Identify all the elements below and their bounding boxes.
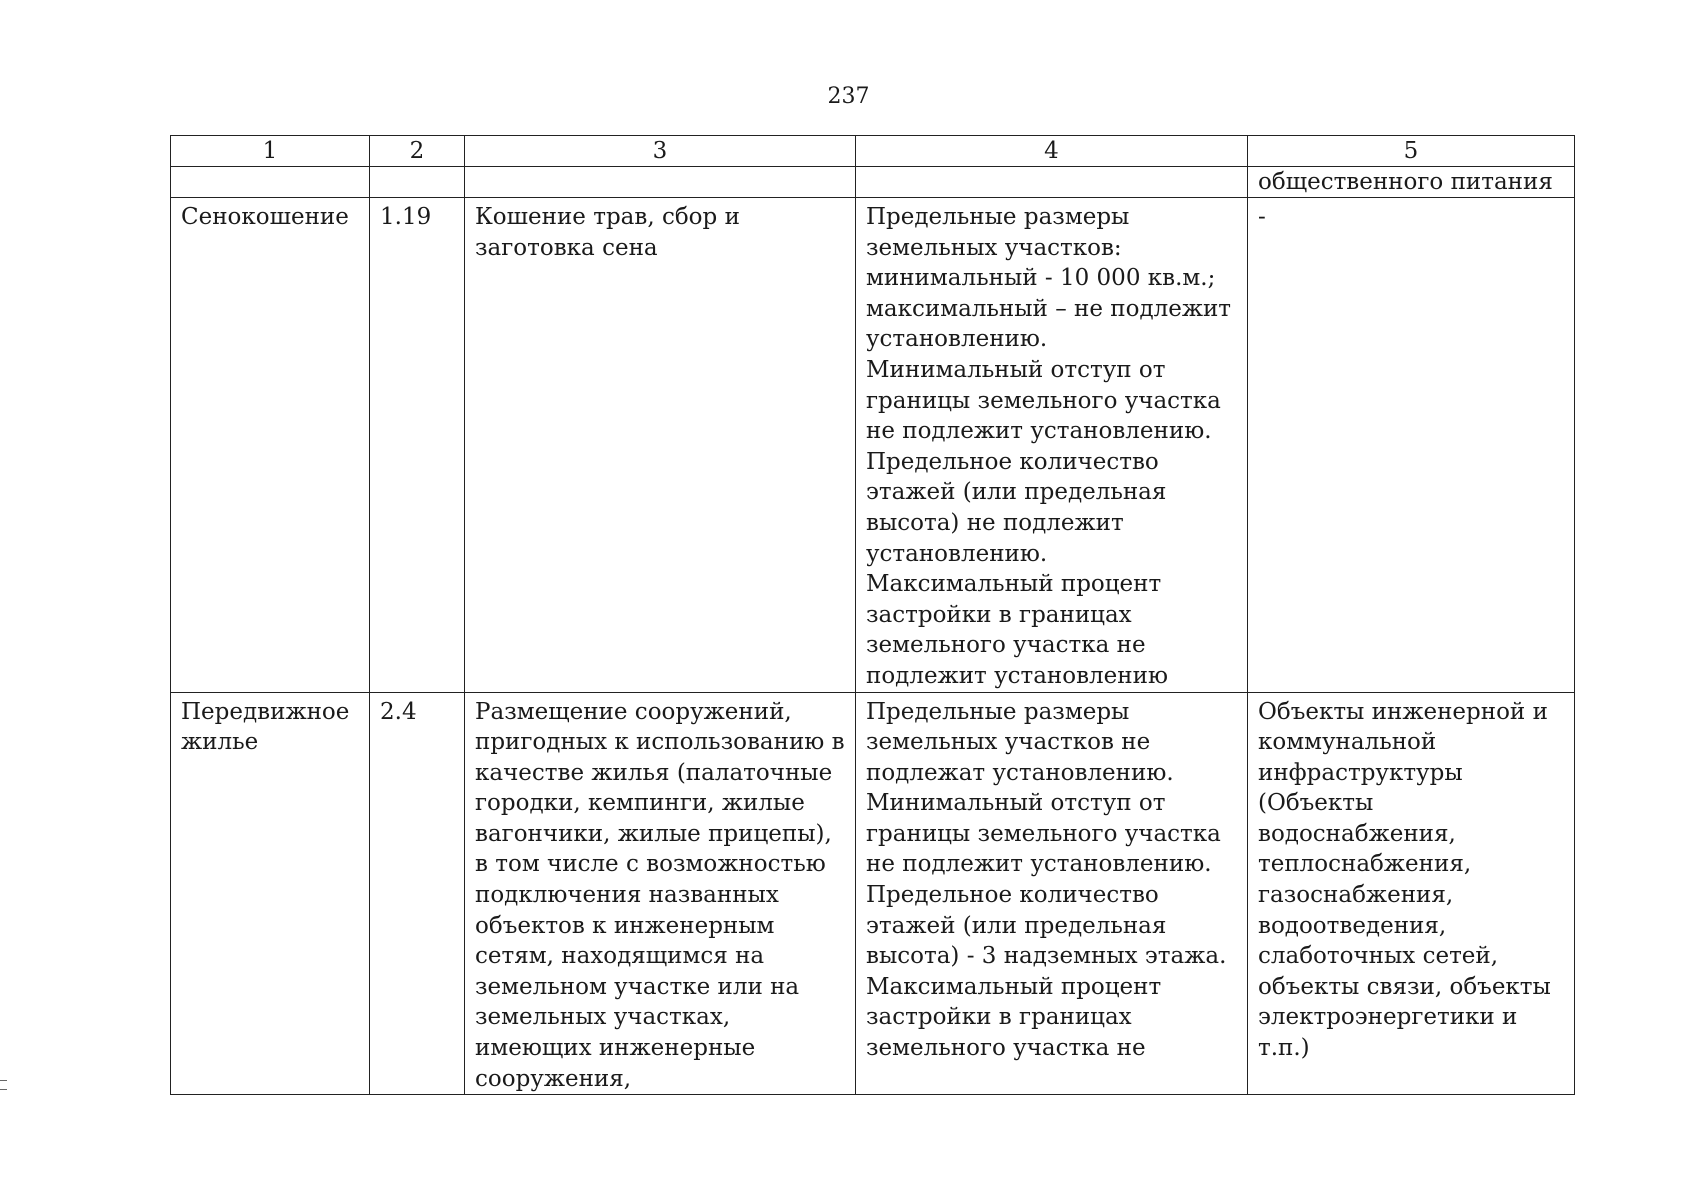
column-number: 1 bbox=[171, 136, 370, 167]
continuation-row bbox=[171, 167, 1575, 198]
land-use-name: Передвижное жилье bbox=[171, 692, 370, 1095]
continuation-cell bbox=[370, 167, 465, 198]
column-number-row bbox=[171, 136, 1575, 167]
scan-edge-mark bbox=[0, 1080, 7, 1090]
page-number: 237 bbox=[827, 84, 870, 109]
continuation-cell: общественного питания bbox=[1248, 167, 1575, 198]
column-number: 3 bbox=[465, 136, 856, 167]
column-number: 4 bbox=[856, 136, 1248, 167]
table-row bbox=[171, 692, 1575, 1095]
land-use-name: Сенокошение bbox=[171, 198, 370, 693]
land-use-description: Кошение трав, сбор и заготовка сена bbox=[465, 198, 856, 693]
land-use-code: 2.4 bbox=[370, 692, 465, 1095]
auxiliary-uses: Объекты инженерной и коммунальной инфраструктуры (Объекты водоснабжения, теплоснабжения, газоснабжения, водоотведения, слаботочных сетей, объекты связи, объекты электроэнергетики и т.п.) bbox=[1248, 692, 1575, 1095]
land-use-parameters: Предельные размеры земельных участков не подлежат установлению. Минимальный отступ от границы земельного участка не подлежит установлению. Предельное количество этажей (или предельная высота) - 3 надземных этажа. Максимальный процент застройки в границах земельного участка не bbox=[856, 692, 1248, 1095]
continuation-cell bbox=[465, 167, 856, 198]
land-use-parameters: Предельные размеры земельных участков: минимальный - 10 000 кв.м.; максимальный – не подлежит установлению. Минимальный отступ от границы земельного участка не подлежит установлению. Предельное количество этажей (или предельная высота) не подлежит установлению. Максимальный процент застройки в границах земельного участка не подлежит установлению bbox=[856, 198, 1248, 693]
auxiliary-uses: - bbox=[1248, 198, 1575, 693]
zoning-table bbox=[170, 135, 1575, 1095]
continuation-cell bbox=[856, 167, 1248, 198]
table-row bbox=[171, 198, 1575, 693]
column-number: 5 bbox=[1248, 136, 1575, 167]
land-use-description: Размещение сооружений, пригодных к использованию в качестве жилья (палаточные городки, кемпинги, жилые вагончики, жилые прицепы), в том числе с возможностью подключения названных объектов к инженерным сетям, находящимся на земельном участке или на земельных участках, имеющих инженерные сооружения, bbox=[465, 692, 856, 1095]
column-number: 2 bbox=[370, 136, 465, 167]
continuation-cell bbox=[171, 167, 370, 198]
land-use-code: 1.19 bbox=[370, 198, 465, 693]
